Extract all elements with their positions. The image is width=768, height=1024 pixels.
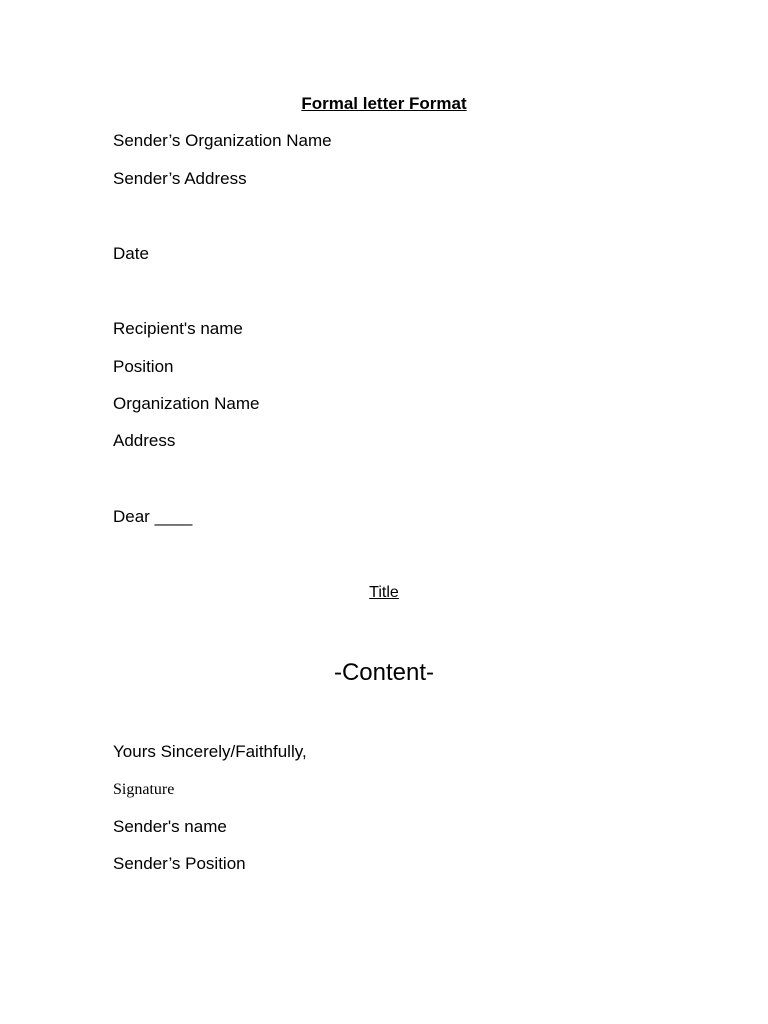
letter-heading: Formal letter Format xyxy=(301,94,467,113)
letter-title: Title xyxy=(369,584,399,601)
salutation-line: Dear ____ xyxy=(113,507,193,526)
sender-name-line: Sender's name xyxy=(113,817,227,836)
recipient-address-line: Address xyxy=(113,431,176,450)
recipient-position-line: Position xyxy=(113,357,174,376)
letter-content: -Content- xyxy=(333,659,435,686)
sender-position-line: Sender’s Position xyxy=(113,854,246,873)
recipient-name-line: Recipient's name xyxy=(113,319,243,338)
signature-line: Signature xyxy=(113,781,175,798)
closing-line: Yours Sincerely/Faithfully, xyxy=(113,742,307,761)
date-line: Date xyxy=(113,244,149,263)
sender-address-line: Sender’s Address xyxy=(113,169,247,188)
sender-organization-line: Sender’s Organization Name xyxy=(113,131,332,150)
recipient-organization-line: Organization Name xyxy=(113,394,260,413)
